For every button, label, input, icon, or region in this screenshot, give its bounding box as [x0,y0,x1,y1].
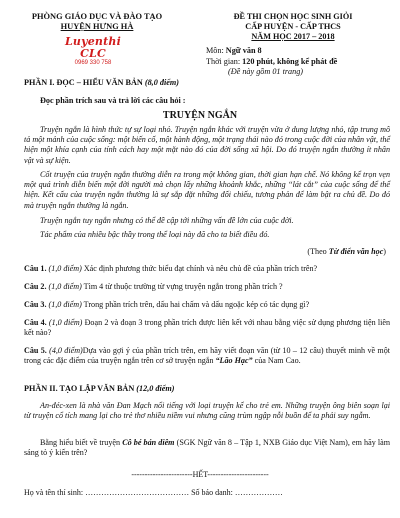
end-marker: -----------------------HẾT----------------------- [131,470,269,479]
subject-value: Ngữ văn 8 [225,46,262,55]
question-text: Trong phần trích trên, dấu hai chấm và dấu ngoặc kép có tác dụng gì? [81,300,310,309]
part2-points: (12,0 điểm) [136,384,175,393]
question-points: (4,0 điểm) [49,346,83,355]
question-number: Câu 3. [24,300,47,309]
part2-heading [24,384,175,394]
exam-title: ĐỀ THI CHỌN HỌC SINH GIỎI [233,12,353,21]
luyenthi-logo [52,36,134,67]
part1-instruction: Đọc phần trích sau và trả lời các câu hỏi : [40,96,186,105]
time-value: 120 phút, không kể phát đề [242,57,338,66]
district-name: HUYỆN HƯNG HÀ [60,22,134,31]
passage-paragraph-3: Truyện ngắn tuy ngắn nhưng có thể đề cập tới những vấn đề lớn của cuộc đời. [40,216,294,225]
pages-note: (Đề này gồm 01 trang) [228,67,304,76]
subject-label: Môn: [206,46,224,55]
source-title: Từ điển văn học [328,247,384,256]
question-points: (1,0 điểm) [48,282,82,291]
question-3 [24,300,390,310]
department-name: PHÒNG GIÁO DỤC VÀ ĐÀO TẠO [31,12,163,21]
exam-header [198,12,388,76]
passage-source [307,247,386,257]
subject-line [206,46,262,56]
task-prefix: Bằng hiểu biết về truyện [40,438,123,447]
question-number: Câu 1. [24,264,47,273]
task-suffix: (SGK Ngữ văn 8 – Tập 1, NXB Giáo dục Việt Nam), em hãy làm sáng tỏ ý kiến trên? [24,438,391,458]
question-text-tail: của Nam Cao. [252,356,301,366]
question-5 [24,346,390,367]
part2-prompt: An-đéc-xen là nhà văn Đan Mạch nổi tiếng với loại truyện kể cho trẻ em. Những truyện ông biên soạn lại từ truyện cổ tích mang lại cho trẻ thơ nhiều niềm vui nhưng cũng trùm ngập nỗi buồn để ta phải suy ngẫm. [24,401,390,421]
passage-paragraph-1: Truyện ngắn là hình thức tự sự loại nhỏ. Truyện ngắn khác với truyện vừa ở dung lượng nhỏ, tập trung mô tả một mảnh của cuộc sống: một biến cố, một hành động, một trạng thái nào đó trong cuộc đời của nhân vật, thể hiện một khía cạnh của tính cách hay một mặt nào đó của đời sống xã hội. Do đó truyện ngắn thường ít nhân vật và sự kiện. [24,125,390,165]
part1-heading [24,78,179,88]
logo-phone: 0969 330 758 [74,60,112,66]
source-prefix: (Theo [307,247,327,256]
task-work-title: Cô bé bán diêm [122,438,175,447]
question-points: (1,0 điểm) [48,264,82,273]
question-1 [24,264,390,274]
passage-paragraph-2: Cốt truyện của truyện ngắn thường diễn ra trong một không gian, thời gian hạn chế. Nó không kể trọn vẹn một quá trình diễn biến một đời người mà chọn lấy những khoảnh khắc, những “lát cắt” của cuộc sống để thể hiện. Kết cấu của truyện ngắn thường là sự sắp đặt những đối chiếu, tương phản để làm bật ra chủ đề. Do đó mà truyện ngắn thường là ngắn. [24,170,390,210]
department-header [22,12,172,32]
passage-title: TRUYỆN NGẮN [162,110,238,121]
part2-task [24,438,390,459]
question-work-title: “Lão Hạc” [215,356,253,366]
question-points: (1,0 điểm) [48,318,83,327]
part1-heading-text: PHẦN I. ĐỌC – HIỂU VĂN BẢN [24,78,143,87]
question-4 [24,318,390,339]
school-year: NĂM HỌC 2017 – 2018 [251,32,335,41]
question-text: Xác định phương thức biểu đạt chính và nêu chủ đề của phần trích trên? [81,264,318,273]
time-line [206,57,337,67]
question-number: Câu 5. [24,346,47,355]
candidate-info-line: Họ và tên thí sinh: ………………………………… Số báo danh: ……………… [24,488,283,497]
source-suffix: ) [383,247,386,256]
passage-paragraph-4: Tác phẩm của nhiều bậc thầy trong thể loại này đã cho ta biết điều đó. [40,230,270,239]
question-text: Tìm 4 từ thuộc trường từ vựng truyện ngắn trong phần trích ? [81,282,283,291]
time-label: Thời gian: [206,57,241,66]
exam-level: CẤP HUYỆN - CẤP THCS [245,22,341,31]
question-text: Đoạn 2 và đoạn 3 trong phần trích được liên kết với nhau bằng việc sử dụng phương tiện liên kết nào? [24,318,390,338]
question-points: (1,0 điểm) [48,300,82,309]
question-text: Dựa vào gợi ý của phần trích trên, em hãy viết đoạn văn (từ 10 – 12 câu) thuyết minh về một trong các đặc điểm của truyện ngắn trên cơ sở truyện ngắn [24,346,391,366]
question-2 [24,282,390,292]
part1-points: (8,0 điểm) [144,78,179,87]
question-number: Câu 2. [24,282,47,291]
logo-text: Luyenthi CLC [65,35,121,60]
question-number: Câu 4. [24,318,47,327]
part2-heading-text: PHẦN II. TẠO LẬP VĂN BẢN [24,384,135,393]
